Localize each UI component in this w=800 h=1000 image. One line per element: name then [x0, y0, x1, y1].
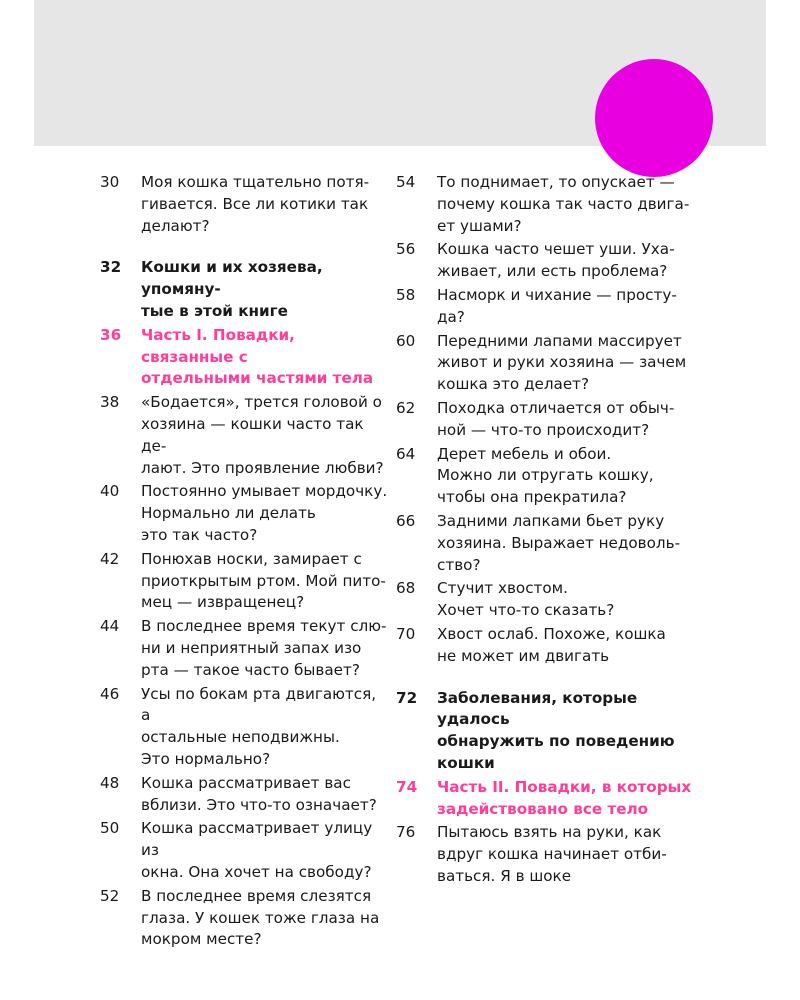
entry-title: Понюхав носки, замирает с приоткрытым ртом. Мой пито- мец — извращенец? [141, 549, 386, 612]
entry-title: Хвост ослаб. Похоже, кошка не может им двигать [437, 624, 666, 665]
section-title: Заболевания, которые удалось обнаружить по поведению кошки [437, 688, 675, 772]
entry-title: Кошка рассматривает вас вблизи. Это что-то означает? [141, 773, 377, 814]
toc-item[interactable] [100, 773, 390, 817]
entry-title: Кошка рассматривает улицу из окна. Она хочет на свободу? [141, 819, 373, 881]
entry-title: Усы по бокам рта двигаются, а остальные неподвижны. Это нормально? [141, 684, 377, 768]
page-number: 32 [100, 258, 122, 277]
page-number: 68 [396, 579, 416, 598]
toc-item[interactable] [396, 331, 696, 396]
page-number: 48 [100, 773, 120, 792]
page-number: 46 [100, 684, 120, 703]
toc-section-heading[interactable] [100, 257, 390, 322]
toc-item[interactable] [396, 624, 696, 668]
toc-item[interactable] [100, 392, 390, 479]
entry-title: Задними лапками бьет руку хозяина. Выражает недоволь- ство? [437, 511, 681, 574]
entry-title: Походка отличается от обыч- ной — что-то происходит? [437, 398, 675, 439]
page-number: 38 [100, 393, 120, 412]
toc-item[interactable] [100, 818, 390, 883]
page-number: 36 [100, 325, 122, 344]
page-number: 72 [396, 688, 418, 707]
toc-item[interactable] [396, 398, 696, 442]
toc-item[interactable] [100, 549, 390, 614]
toc-left-column [100, 172, 390, 953]
toc-item[interactable] [396, 444, 696, 509]
toc-item[interactable] [396, 239, 696, 283]
toc-item[interactable] [396, 285, 696, 329]
toc-item[interactable] [100, 616, 390, 681]
page-number: 64 [396, 444, 416, 463]
decorative-circle [595, 59, 713, 177]
toc-item[interactable] [396, 172, 696, 237]
entry-title: Передними лапами массирует живот и руки хозяина — зачем кошка это делает? [437, 331, 687, 394]
toc-item[interactable] [100, 481, 390, 546]
section-title: Кошки и их хозяева, упомяну- тые в этой книге [141, 258, 323, 320]
entry-title: Кошка часто чешет уши. Уха- живает, или есть проблема? [437, 240, 675, 281]
entry-title: В последнее время текут слю- ни и неприятный запах изо рта — такое часто бывает? [141, 617, 387, 679]
entry-title: Постоянно умывает мордочку. Нормально ли делать это так часто? [141, 482, 388, 544]
page-number: 54 [396, 173, 416, 191]
toc-item[interactable] [100, 886, 390, 951]
page-number: 30 [100, 173, 120, 191]
page-number: 40 [100, 482, 120, 501]
page-number: 58 [396, 285, 416, 304]
part-title: Часть I. Повадки, связанные с отдельными частями тела [141, 325, 374, 388]
toc-part-heading[interactable] [100, 325, 390, 390]
page-number: 76 [396, 823, 416, 842]
page-number: 70 [396, 624, 416, 643]
page-number: 52 [100, 886, 120, 905]
page-number: 42 [100, 549, 120, 568]
toc-item[interactable] [396, 822, 696, 887]
entry-title: Моя кошка тщательно потя- гивается. Все ли котики так делают? [141, 173, 370, 235]
page-number: 50 [100, 819, 120, 838]
toc-item[interactable] [100, 684, 390, 771]
toc-section-heading[interactable] [396, 688, 696, 775]
page-number: 62 [396, 398, 416, 417]
entry-title: Насморк и чихание — просту- да? [437, 285, 677, 326]
page-number: 74 [396, 777, 418, 796]
toc-item[interactable] [100, 172, 390, 237]
entry-title: Стучит хвостом. Хочет что-то сказать? [437, 579, 615, 620]
toc-part-heading[interactable] [396, 777, 696, 821]
entry-title: В последнее время слезятся глаза. У кошек тоже глаза на мокром месте? [141, 886, 380, 949]
toc-item[interactable] [396, 511, 696, 576]
entry-title: То поднимает, то опускает — почему кошка так часто двига- ет ушами? [437, 173, 690, 235]
entry-title: Пытаюсь взять на руки, как вдруг кошка начинает отби- ваться. Я в шоке [437, 823, 667, 885]
page-number: 44 [100, 617, 120, 636]
toc-right-column [396, 172, 696, 890]
entry-title: Дерет мебель и обои. Можно ли отругать кошку, чтобы она прекратила? [437, 444, 654, 507]
page-number: 60 [396, 331, 416, 350]
page-number: 66 [396, 511, 416, 530]
toc-item[interactable] [396, 578, 696, 622]
part-title: Часть II. Повадки, в которых задействовано все тело [437, 777, 692, 818]
page-number: 56 [396, 240, 416, 259]
entry-title: «Бодается», трется головой о хозяина — кошки часто так де- лают. Это проявление любви? [141, 393, 384, 477]
